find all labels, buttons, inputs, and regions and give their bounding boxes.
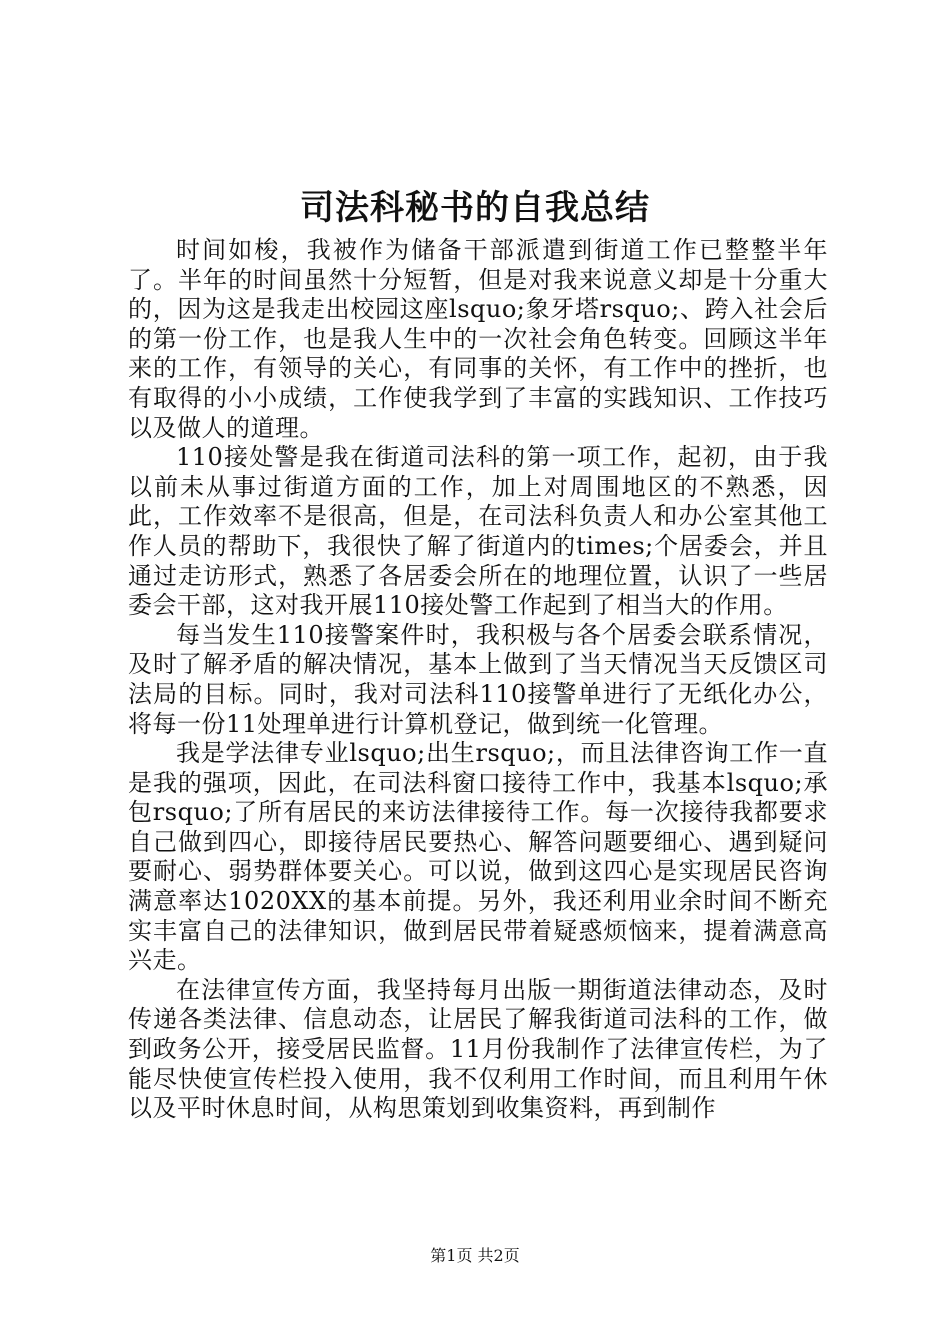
page-number-footer: 第1页 共2页 — [430, 1246, 520, 1265]
paragraph: 在法律宣传方面，我坚持每月出版一期街道法律动态，及时传递各类法律、信息动态，让居民了解我街道司法科的工作，做到政务公开，接受居民监督。11月份我制作了法律宣传栏，为了能尽快使宣传栏投入使用，我不仅利用工作时间，而且利用午休以及平时休息时间，从构思策划到收集资料，再到制作 — [128, 975, 828, 1123]
paragraph: 每当发生110接警案件时，我积极与各个居委会联系情况，及时了解矛盾的解决情况，基本上做到了当天情况当天反馈区司法局的目标。同时，我对司法科110接警单进行了无纸化办公，将每一份11处理单进行计算机登记，做到统一化管理。 — [128, 620, 828, 738]
document-body — [128, 236, 828, 1124]
paragraph: 我是学法律专业lsquo;出生rsquo;，而且法律咨询工作一直是我的强项，因此，在司法科窗口接待工作中，我基本lsquo;承包rsquo;了所有居民的来访法律接待工作。每一次接待我都要求自己做到四心，即接待居民要热心、解答问题要细心、遇到疑问要耐心、弱势群体要关心。可以说，做到这四心是实现居民咨询满意率达1020XX的基本前提。另外，我还利用业余时间不断充实丰富自己的法律知识，做到居民带着疑惑烦恼来，提着满意高兴走。 — [128, 739, 828, 975]
document-title: 司法科秘书的自我总结 — [300, 188, 650, 228]
paragraph: 110接处警是我在街道司法科的第一项工作，起初，由于我以前未从事过街道方面的工作，加上对周围地区的不熟悉，因此，工作效率不是很高，但是，在司法科负责人和办公室其他工作人员的帮助下，我很快了解了街道内的times;个居委会，并且通过走访形式，熟悉了各居委会所在的地理位置，认识了一些居委会干部，这对我开展110接处警工作起到了相当大的作用。 — [128, 443, 828, 620]
paragraph: 时间如梭，我被作为储备干部派遣到街道工作已整整半年了。半年的时间虽然十分短暂，但是对我来说意义却是十分重大的，因为这是我走出校园这座lsquo;象牙塔rsquo;、跨入社会后的第一份工作，也是我人生中的一次社会角色转变。回顾这半年来的工作，有领导的关心，有同事的关怀，有工作中的挫折，也有取得的小小成绩，工作使我学到了丰富的实践知识、工作技巧以及做人的道理。 — [128, 236, 828, 442]
